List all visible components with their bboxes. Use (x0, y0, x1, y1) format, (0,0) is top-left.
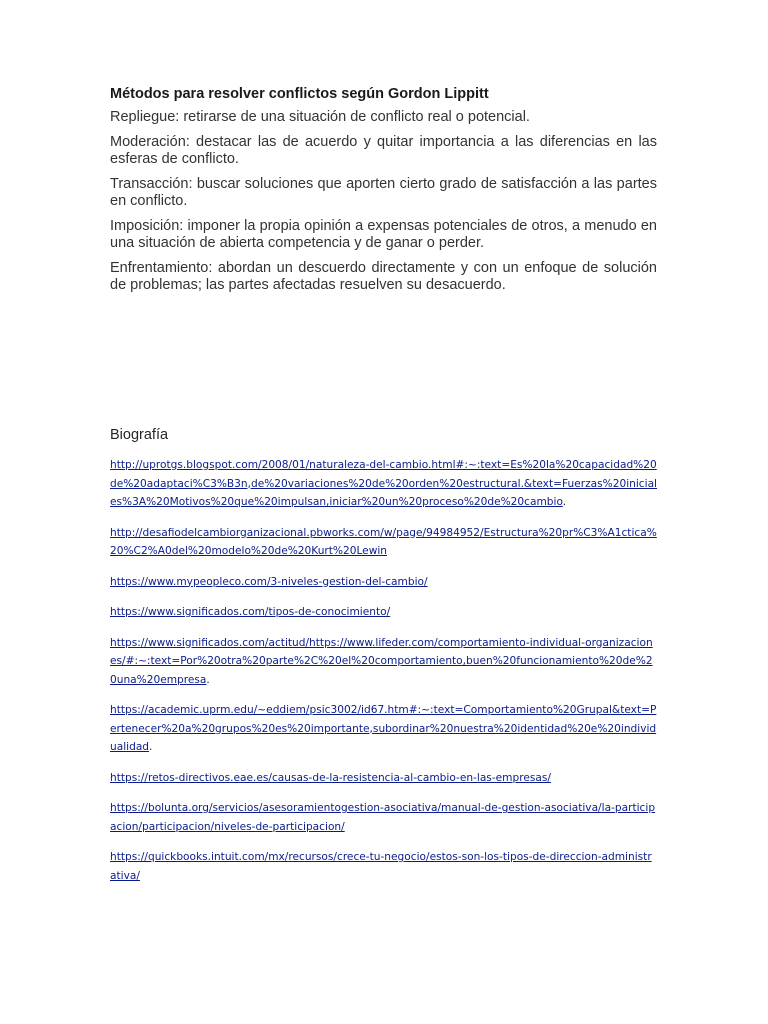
reference-link[interactable]: http://uprotgs.blogspot.com/2008/01/naturaleza-del-cambio.html#:~:text=Es%20la%20capacidad%20de%20adaptaci%C3%B3n,de%20variaciones%20de%20orden%20estructural.&text=Fuerzas%20iniciales%3A%20Motivos%20que%20impulsan,iniciar%20un%20proceso%20de%20cambio (110, 459, 658, 508)
paragraph-enfrentamiento: Enfrentamiento: abordan un descuerdo directamente y con un enfoque de solución de problemas; las partes afectadas resuelven su desacuerdo. (110, 260, 657, 293)
document-title: Métodos para resolver conflictos según Gordon Lippitt (110, 86, 489, 102)
list-item (110, 634, 657, 690)
reference-link[interactable]: https://bolunta.org/servicios/asesoramientogestion-asociativa/manual-de-gestion-asociativa/la-participacion/participacion/niveles-de-participacion/ (110, 802, 656, 833)
bibliography-heading: Biografía (110, 427, 169, 443)
reference-trailing-period: . (562, 496, 567, 508)
reference-trailing-period: . (149, 741, 153, 753)
reference-trailing-period: . (206, 673, 210, 686)
paragraph-imposicion: Imposición: imponer la propia opinión a expensas potenciales de otros, a menudo en una situación de abierta competencia y de ganar o perder. (110, 218, 657, 251)
list-item (110, 769, 657, 788)
list-item (110, 524, 657, 561)
reference-link[interactable]: https://www.significados.com/tipos-de-conocimiento/ (110, 606, 391, 618)
list-item (110, 799, 657, 836)
reference-link[interactable]: https://retos-directivos.eae.es/causas-de-la-resistencia-al-cambio-en-las-empresas/ (110, 771, 551, 784)
bibliography-list (110, 456, 657, 885)
paragraph-transaccion: Transacción: buscar soluciones que aporten cierto grado de satisfacción a las partes en conflicto. (110, 176, 657, 209)
list-item (110, 603, 657, 622)
reference-link[interactable]: https://quickbooks.intuit.com/mx/recursos/crece-tu-negocio/estos-son-los-tipos-de-direccion-administrativa/ (110, 851, 652, 882)
reference-link[interactable]: https://www.mypeopleco.com/3-niveles-gestion-del-cambio/ (110, 575, 428, 588)
blank-space (110, 302, 657, 426)
list-item (110, 573, 657, 592)
reference-link[interactable]: https://academic.uprm.edu/~eddiem/psic3002/id67.htm#:~:text=Comportamiento%20Grupal&text=Pertenecer%20a%20grupos%20es%20importante,subordinar%20nuestra%20identidad%20e%20individualidad (110, 704, 657, 753)
paragraph-moderacion: Moderación: destacar las de acuerdo y quitar importancia a las diferencias en las esferas de conflicto. (110, 134, 657, 167)
document-page (110, 85, 657, 897)
paragraph-repliegue: Repliegue: retirarse de una situación de conflicto real o potencial. (110, 109, 530, 125)
reference-link[interactable]: https://www.significados.com/actitud/https://www.lifeder.com/comportamiento-individual-organizaciones/#:~:text=Por%20otra%20parte%2C%20el%20comportamiento,buen%20funcionamiento%20de%20una%20empresa (110, 636, 653, 686)
list-item (110, 848, 657, 885)
reference-link[interactable]: http://desafiodelcambiorganizacional.pbworks.com/w/page/94984952/Estructura%20pr%C3%A1ctica%20%C2%A0del%20modelo%20de%20Kurt%20Lewin (110, 526, 657, 557)
list-item (110, 456, 657, 512)
list-item (110, 701, 657, 757)
